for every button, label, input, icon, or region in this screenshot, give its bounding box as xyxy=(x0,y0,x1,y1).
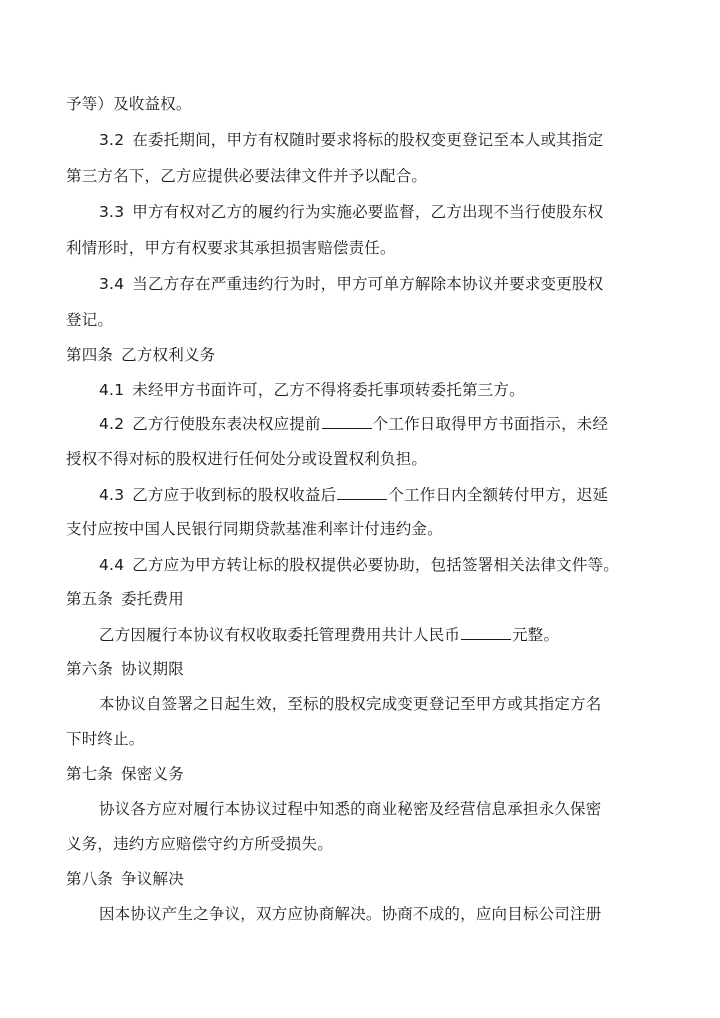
article-4-heading xyxy=(0,343,720,367)
clause-number: 4.4 xyxy=(99,556,125,574)
clause-3-4 xyxy=(0,272,720,296)
clause-4-3-continued: 支付应按中国人民银行同期贷款基准利率计付违约金。 xyxy=(66,520,443,538)
clause-number: 4.1 xyxy=(99,381,125,399)
article-8-body: 因本协议产生之争议，双方应协商解决。协商不成的，应向目标公司注册 xyxy=(99,905,602,923)
blank-underline xyxy=(337,484,387,500)
clause-number: 3.2 xyxy=(99,131,125,149)
article-5-heading xyxy=(0,587,720,611)
clause-text: 乙方应为甲方转让标的股权提供必要协助，包括签署相关法律文件等。 xyxy=(132,556,619,574)
clause-text: 乙方应于收到标的股权收益后 xyxy=(132,486,337,504)
article-7-body-continued: 义务，违约方应赔偿守约方所受损失。 xyxy=(66,835,333,853)
article-number: 第八条 xyxy=(66,870,114,888)
clause-3-4-continued: 登记。 xyxy=(66,311,114,329)
clause-3-3-continued: 利情形时，甲方有权要求其承担损害赔偿责任。 xyxy=(66,239,396,257)
clause-number: 3.4 xyxy=(99,275,125,293)
article-title: 委托费用 xyxy=(121,590,184,608)
article-7-body: 协议各方应对履行本协议过程中知悉的商业秘密及经营信息承担永久保密 xyxy=(99,800,602,818)
clause-4-1 xyxy=(0,378,720,402)
clause-text: 甲方有权对乙方的履约行为实施必要监督，乙方出现不当行使股东权 xyxy=(132,203,604,221)
clause-3-2-continued: 第三方名下，乙方应提供必要法律文件并予以配合。 xyxy=(66,167,428,185)
text-line: 予等）及收益权。 xyxy=(66,95,192,113)
article-number: 第六条 xyxy=(66,660,114,678)
clause-text: 未经甲方书面许可，乙方不得将委托事项转委托第三方。 xyxy=(132,381,525,399)
clause-4-2 xyxy=(0,412,720,436)
article-6-body-continued: 下时终止。 xyxy=(66,730,145,748)
clause-3-2 xyxy=(0,128,720,152)
article-6-heading xyxy=(0,657,720,681)
article-6-body: 本协议自签署之日起生效，至标的股权完成变更登记至甲方或其指定方名 xyxy=(99,695,602,713)
clause-text: 当乙方存在严重违约行为时，甲方可单方解除本协议并要求变更股权 xyxy=(132,275,604,293)
clause-text: 个工作日内全额转付甲方，迟延 xyxy=(388,486,609,504)
blank-underline xyxy=(322,413,372,429)
clause-text: 在委托期间，甲方有权随时要求将标的股权变更登记至本人或其指定 xyxy=(132,131,604,149)
clause-text: 个工作日取得甲方书面指示，未经 xyxy=(372,415,609,433)
clause-4-3 xyxy=(0,483,720,507)
clause-number: 4.2 xyxy=(99,415,125,433)
article-number: 第五条 xyxy=(66,590,114,608)
article-number: 第四条 xyxy=(66,346,114,364)
clause-number: 3.3 xyxy=(99,203,125,221)
article-7-heading xyxy=(0,762,720,786)
article-title: 协议期限 xyxy=(121,660,184,678)
article-title: 保密义务 xyxy=(121,765,184,783)
article-5-body: 乙方因履行本协议有权收取委托管理费用共计人民币 元整。 xyxy=(99,626,560,644)
clause-4-2-continued: 授权不得对标的股权进行任何处分或设置权利负担。 xyxy=(66,450,428,468)
article-title: 争议解决 xyxy=(121,870,184,888)
clause-number: 4.3 xyxy=(99,486,125,504)
clause-text: 乙方行使股东表决权应提前 xyxy=(132,415,321,433)
clause-3-3 xyxy=(0,200,720,224)
article-number: 第七条 xyxy=(66,765,114,783)
article-title: 乙方权利义务 xyxy=(121,346,216,364)
clause-4-4 xyxy=(0,553,720,577)
article-8-heading xyxy=(0,867,720,891)
blank-underline xyxy=(461,624,511,640)
